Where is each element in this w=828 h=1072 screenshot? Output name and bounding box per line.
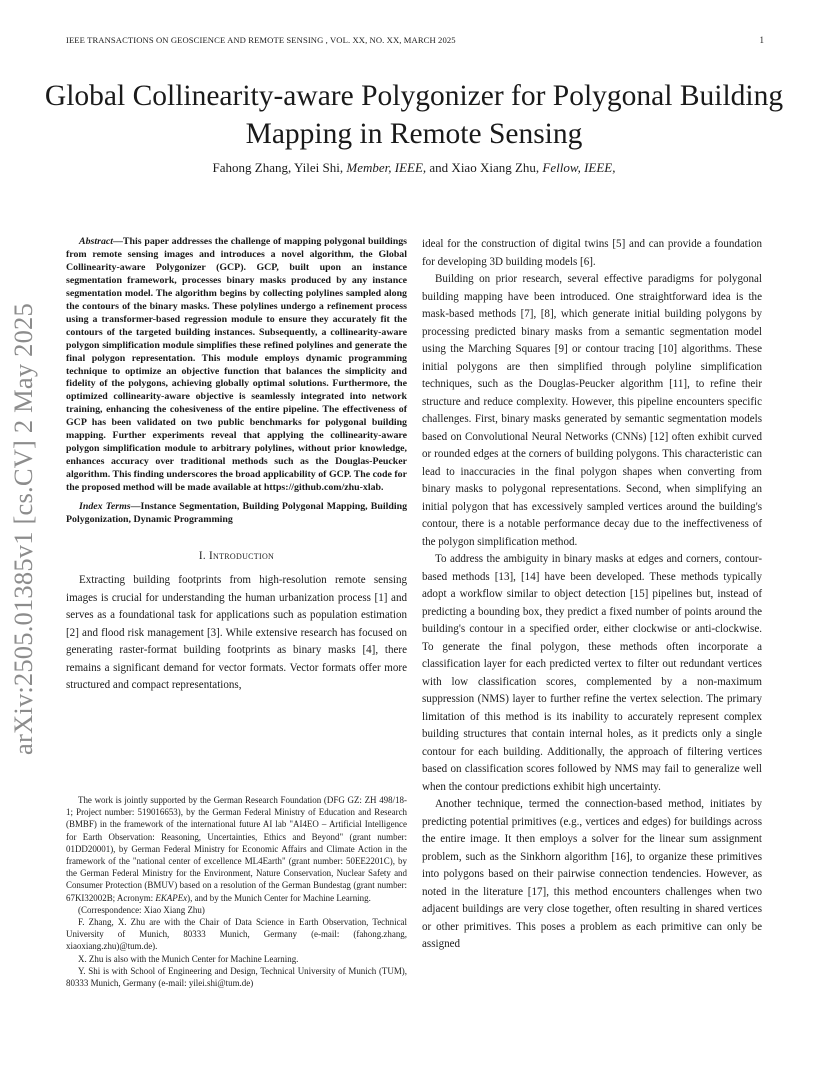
index-terms-text: —Instance Segmentation, Building Polygonal Mapping, Building Polygonization, Dynamic Programming	[66, 501, 408, 526]
abstract-label: Abstract	[79, 236, 114, 247]
author-names-1: Fahong Zhang, Yilei Shi,	[212, 160, 347, 175]
author-role-2: Fellow, IEEE,	[542, 160, 616, 175]
intro-paragraph-2: Building on prior research, several effective paradigms for polygonal building mapping have been introduced. One straightforward idea is the mask-based methods [7], [8], which generate initial building polygons by processing predicted binary masks from a semantic segmentation model using the Marching Squares [9] or contour tracing [10] algorithms. These initial polygons are then simplified through polyline simplification techniques, such as the Douglas-Peucker algorithm [11], to refine their structure and reduce complexity. However, this pipeline encounters specific challenges. First, binary masks generated by semantic segmentation models based on Convolutional Neural Networks (CNNs) [12] often exhibit curved or rounded edges at the corners of building polygons. This characteristic can lead to inaccuracies in the final polygon shapes when converting from binary masks to polygonal representations. Second, when simplifying an initial polygon that has excessively sampled vertices around the building's contour, there is a notable performance decay due to the ineffectiveness of the polygon simplification method.	[422, 273, 762, 548]
paper-title: Global Collinearity-aware Polygonizer for Polygonal Building Mapping in Remote Sensing	[44, 80, 784, 150]
section-heading-introduction: I. Introduction	[198, 549, 275, 562]
arxiv-stamp-text: arXiv:2505.01385v1 [cs.CV] 2 May 2025	[8, 303, 38, 755]
page-number: 1	[759, 35, 764, 45]
intro-paragraph-4: Another technique, termed the connection-based method, initiates by predicting potential primitives (e.g., vertices and edges) for buildings across the entire image. It then employs a solver for the linear sum assignment problem, such as the Sinkhorn algorithm [16], to organize these primitives into polygons based on their pairwise connection tendencies. However, as noted in the literature [17], this method encounters challenges when two adjacent buildings are very close together, often resulting in shared vertices or other primitives. This poses a problem as each primitive can only be assigned	[422, 798, 762, 950]
footnote-affiliation-1: F. Zhang, X. Zhu are with the Chair of Data Science in Earth Observation, Technical University of Munich, 80333 Munich, Germany (e-mail: (fahong.zhang, xiaoxiang.zhu)@tum.de).	[66, 917, 407, 952]
right-column	[422, 236, 762, 954]
footnotes	[66, 794, 407, 989]
arxiv-stamp	[8, 285, 44, 755]
left-column	[66, 236, 407, 695]
author-names-2: and Xiao Xiang Zhu,	[426, 160, 543, 175]
index-terms	[66, 501, 407, 527]
footnote-funding-text-b: ), and by the Munich Center for Machine Learning.	[187, 892, 371, 903]
footnote-acronym: EKAPEx	[155, 892, 188, 903]
abstract-text: —This paper addresses the challenge of mapping polygonal buildings from remote sensing images and introduces a novel algorithm, the Global Collinearity-aware Polygonizer (GCP). GCP, built upon an instance segmentation framework, processes binary masks produced by any instance segmentation model. The algorithm begins by collecting polylines sampled along the contours of the binary masks. These polylines undergo a refinement process using a transformer-based regression module to ensure they accurately fit the contours of the targeted building instances. Subsequently, a collinearity-aware polygon simplification module simplifies these refined polylines and generate the final polygon representation. This module employs dynamic programming technique to optimize an objective function that balances the simplicity and fidelity of the polygons, achieving globally optimal solutions. Furthermore, the optimized collinearity-aware objective is seamlessly integrated into network training, enhancing the cohesiveness of the entire pipeline. The effectiveness of GCP has been validated on two public benchmarks for polygonal building mapping. Further experiments reveal that applying the collinearity-aware polygon simplification module to arbitrary polylines, without prior knowledge, enhances accuracy over traditional methods such as the Douglas-Peucker algorithm. This finding underscores the broad applicability of GCP. The code for the proposed method will be made available at https://github.com/zhu-xlab.	[66, 236, 407, 494]
footnote-funding	[66, 794, 407, 904]
author-role-1: Member, IEEE,	[346, 160, 427, 175]
footnote-affiliation-3: Y. Shi is with School of Engineering and Design, Technical University of Munich (TUM), 80333 Munich, Germany (e-mail: yilei.shi@tum.de)	[66, 965, 407, 989]
abstract	[66, 236, 407, 495]
footnote-funding-text-a: The work is jointly supported by the German Research Foundation (DFG GZ: ZH 498/18-1; Project number: 519016653), by the German Federal Ministry of Education and Research (BMBF) in the framework of the international future AI lab "AI4EO – Artificial Intelligence for Earth Observation: Reasoning, Uncertainties, Ethics and Beyond" (grant number: 01DD20001), by German Federal Ministry for Economic Affairs and Climate Action in the framework of the "national center of excellence ML4Earth" (grant number: 50EE2201C), by the German Federal Ministry for the Environment, Nature Conservation, Nuclear Safety and Consumer Protection (BMUV) based on a resolution of the German Bundestag (grant number: 67KI32002B; Acronym:	[66, 795, 407, 903]
footnote-affiliation-2: X. Zhu is also with the Munich Center for Machine Learning.	[78, 953, 299, 964]
intro-paragraph-1-continued: ideal for the construction of digital twins [5] and can provide a foundation for developing 3D building models [6].	[422, 238, 762, 268]
author-list	[40, 160, 788, 176]
intro-paragraph-1: Extracting building footprints from high-resolution remote sensing images is crucial for understanding the human urbanization process [1] and serves as a foundational task for applications such as population estimation [2] and flood risk management [3]. While extensive research has focused on generating raster-format building footprints as binary masks [4], there remains a significant demand for vector formats. Vector formats offer more structured and compact representations,	[66, 574, 407, 692]
intro-paragraph-3: To address the ambiguity in binary masks at edges and corners, contour-based methods [13], [14] have been developed. These methods typically adopt a workflow similar to object detection [15] pipelines but, instead of predicting a bounding box, they predict a fixed number of points around the building's contour in a specified order, either clockwise or anti-clockwise. To generate the final polygon, these methods often incorporate a classification layer for each predicted vertex to filter out redundant vertices with low classification scores, complemented by a non-maximum suppression (NMS) layer to further refine the vertex selection. The primary limitation of this method is its inability to accurately represent complex building structures that contain internal holes, as it predicts only a single contour for each building. Additionally, the approach of filtering vertices based on classification scores followed by NMS may fail to generalize well when the contour predictions exhibit high uncertainty.	[422, 553, 762, 793]
footnote-correspondence: (Correspondence: Xiao Xiang Zhu)	[78, 904, 205, 915]
running-head: IEEE TRANSACTIONS ON GEOSCIENCE AND REMOTE SENSING , VOL. XX, NO. XX, MARCH 2025	[66, 35, 456, 45]
index-terms-label: Index Terms	[79, 501, 131, 513]
